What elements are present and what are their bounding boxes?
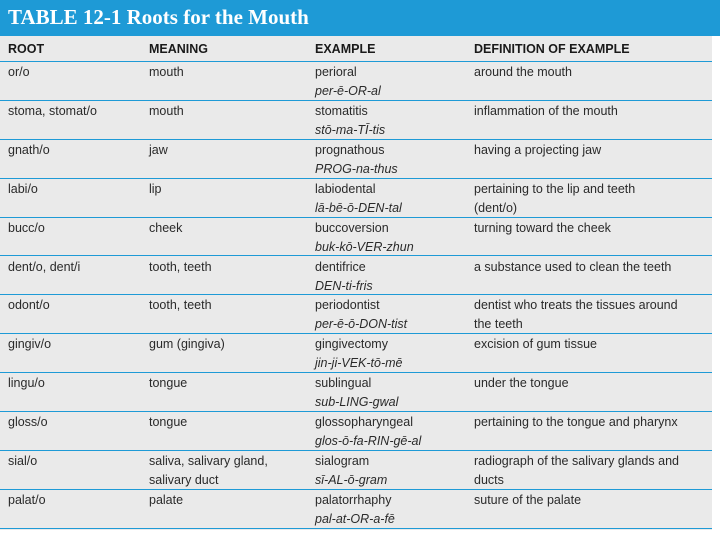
root-cell-line: gnath/o <box>8 142 50 157</box>
root-cell <box>8 452 37 471</box>
definition-cell <box>474 219 611 238</box>
root-cell-line: dent/o, dent/i <box>8 259 81 274</box>
root-cell <box>8 63 30 82</box>
meaning-cell <box>149 491 183 510</box>
definition-cell-line: dentist who treats the tissues around <box>474 298 678 313</box>
table-row <box>0 62 712 101</box>
definition-cell-line: ducts <box>474 473 504 487</box>
meaning-cell <box>149 335 225 354</box>
root-cell-line: stoma, stomat/o <box>8 103 97 118</box>
root-cell <box>8 180 38 199</box>
example-cell <box>315 413 421 451</box>
example-cell <box>315 335 403 373</box>
example-cell-line: sub-LING-gwal <box>315 395 399 410</box>
definition-cell-line: radiograph of the salivary glands and <box>474 454 679 468</box>
root-cell-line: gloss/o <box>8 415 48 430</box>
meaning-cell <box>149 452 268 490</box>
meaning-cell-line: cheek <box>149 220 183 235</box>
example-cell-line: lā-bē-ō-DEN-tal <box>315 200 402 215</box>
example-cell <box>315 141 398 179</box>
meaning-cell <box>149 102 184 121</box>
definition-cell <box>474 258 671 277</box>
meaning-cell <box>149 63 184 82</box>
meaning-cell-line: tooth, teeth <box>149 259 212 274</box>
meaning-cell <box>149 296 212 315</box>
definition-cell-line: the teeth <box>474 317 523 332</box>
definition-cell-line: around the mouth <box>474 65 572 79</box>
meaning-cell-line: tongue <box>149 376 188 391</box>
example-cell <box>315 63 381 101</box>
table-row <box>0 257 712 296</box>
definition-cell <box>474 102 618 121</box>
meaning-cell <box>149 413 187 432</box>
example-cell-line: jin-ji-VEK-tō-mē <box>315 356 403 371</box>
example-cell <box>315 180 402 218</box>
table-row <box>0 451 712 490</box>
definition-cell-line: a substance used to clean the teeth <box>474 259 672 274</box>
table-row <box>0 412 712 451</box>
root-cell-line: bucc/o <box>8 220 45 235</box>
table-row <box>0 140 712 179</box>
definition-cell-line: pertaining to the tongue and pharynx <box>474 415 678 430</box>
bottom-margin <box>0 530 720 540</box>
meaning-cell <box>149 374 187 393</box>
example-cell-line: dentifrice <box>315 259 366 274</box>
table-header-row <box>0 36 712 62</box>
example-cell-line: pal-at-OR-a-fē <box>315 511 395 526</box>
header-meaning: MEANING <box>149 42 209 56</box>
example-cell-line: PROG-na-thus <box>315 161 398 176</box>
header-definition: DEFINITION OF EXAMPLE <box>474 42 630 56</box>
definition-cell <box>474 63 572 82</box>
meaning-cell-line: jaw <box>149 142 168 157</box>
header-root: ROOT <box>8 42 45 56</box>
meaning-cell-line: gum (gingiva) <box>149 337 225 352</box>
definition-cell <box>474 374 569 393</box>
example-cell-line: buk-kō-VER-zhun <box>315 239 414 254</box>
meaning-cell-line: salivary duct <box>149 473 219 487</box>
example-cell-line: DEN-ti-fris <box>315 278 373 293</box>
example-cell-line: prognathous <box>315 142 385 157</box>
root-cell <box>8 296 50 315</box>
root-cell-line: palat/o <box>8 492 46 507</box>
root-cell-line: sial/o <box>8 454 38 468</box>
example-cell-line: glossopharyngeal <box>315 415 413 430</box>
meaning-cell <box>149 219 182 238</box>
example-cell <box>315 491 395 529</box>
example-cell-line: labiodental <box>315 181 376 196</box>
meaning-cell <box>149 258 212 277</box>
definition-cell <box>474 335 597 354</box>
example-cell-line: gingivectomy <box>315 337 388 352</box>
root-cell-line: odont/o <box>8 298 50 313</box>
root-cell <box>8 491 46 510</box>
meaning-cell-line: palate <box>149 492 184 507</box>
root-cell-line: lingu/o <box>8 376 45 391</box>
example-cell-line: stomatitis <box>315 103 368 118</box>
example-cell <box>315 452 387 490</box>
example-cell-line: sī-AL-ō-gram <box>315 473 388 487</box>
example-cell-line: glos-ō-fa-RIN-gē-al <box>315 434 422 449</box>
example-cell-line: sublingual <box>315 376 372 391</box>
definition-cell-line: turning toward the cheek <box>474 220 611 235</box>
root-cell-line: or/o <box>8 65 30 79</box>
header-example: EXAMPLE <box>315 42 376 56</box>
definition-cell <box>474 180 635 218</box>
definition-cell <box>474 413 678 432</box>
example-cell <box>315 374 398 412</box>
example-cell-line: perioral <box>315 65 357 79</box>
definition-cell-line: excision of gum tissue <box>474 337 597 352</box>
table-title: TABLE 12-1 Roots for the Mouth <box>8 5 309 29</box>
root-cell <box>8 413 48 432</box>
table-row <box>0 218 712 257</box>
table-row <box>0 295 712 334</box>
example-cell <box>315 296 407 334</box>
definition-cell-line: under the tongue <box>474 376 569 391</box>
definition-cell-line: suture of the palate <box>474 492 582 507</box>
meaning-cell-line: mouth <box>149 103 184 118</box>
root-cell <box>8 335 51 354</box>
example-cell-line: palatorrhaphy <box>315 492 392 507</box>
definition-cell <box>474 491 581 510</box>
root-cell <box>8 374 45 393</box>
root-cell <box>8 258 80 277</box>
table-row <box>0 373 712 412</box>
definition-cell <box>474 452 679 490</box>
table-row <box>0 179 712 218</box>
meaning-cell-line: tongue <box>149 415 188 430</box>
example-cell-line: per-ē-OR-al <box>315 84 381 98</box>
example-cell-line: buccoversion <box>315 220 389 235</box>
table-row <box>0 334 712 373</box>
meaning-cell-line: mouth <box>149 65 184 79</box>
meaning-cell <box>149 180 162 199</box>
example-cell-line: stō-ma-TĪ-tis <box>315 122 386 137</box>
root-cell <box>8 141 50 160</box>
definition-cell <box>474 296 678 334</box>
root-cell <box>8 102 97 121</box>
meaning-cell <box>149 141 168 160</box>
meaning-cell-line: saliva, salivary gland, <box>149 454 268 468</box>
example-cell <box>315 219 414 257</box>
example-cell <box>315 102 385 140</box>
example-cell-line: periodontist <box>315 298 380 313</box>
example-cell <box>315 258 373 296</box>
roots-table <box>0 36 712 530</box>
root-cell <box>8 219 45 238</box>
example-cell-line: per-ē-ō-DON-tist <box>315 317 408 332</box>
definition-cell <box>474 141 601 160</box>
table-title-bar <box>0 0 720 36</box>
definition-cell-line: inflammation of the mouth <box>474 103 618 118</box>
meaning-cell-line: lip <box>149 181 162 196</box>
definition-cell-line: pertaining to the lip and teeth <box>474 181 636 196</box>
example-cell-line: sialogram <box>315 454 370 468</box>
definition-cell-line: having a projecting jaw <box>474 142 602 157</box>
table-row <box>0 490 712 529</box>
meaning-cell-line: tooth, teeth <box>149 298 212 313</box>
root-cell-line: labi/o <box>8 181 38 196</box>
root-cell-line: gingiv/o <box>8 337 52 352</box>
definition-cell-line: (dent/o) <box>474 200 518 215</box>
table-row <box>0 101 712 140</box>
